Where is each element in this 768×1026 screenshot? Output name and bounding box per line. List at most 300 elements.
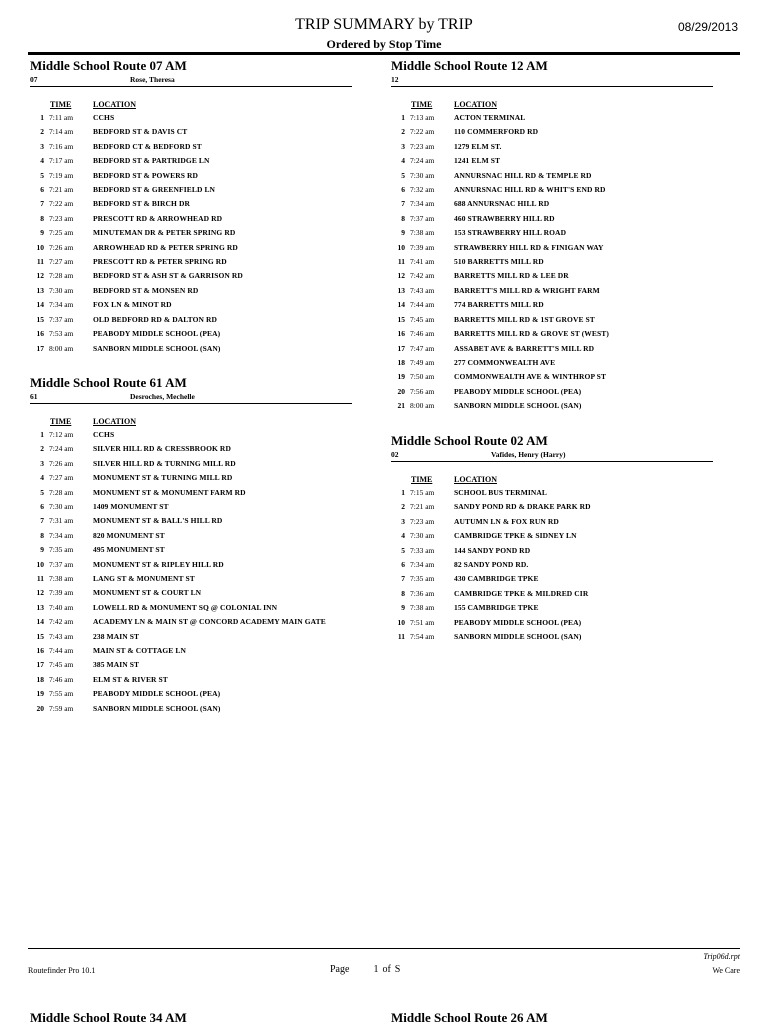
stop-time: 7:42 am [410, 271, 435, 281]
stop-time: 7:39 am [410, 242, 435, 252]
next-route-title-left: Middle School Route 34 AM [30, 1010, 187, 1025]
stop-location: 460 STRAWBERRY HILL RD [454, 213, 555, 223]
stop-row [30, 687, 352, 701]
stop-time: 7:23 am [410, 141, 435, 151]
report-file-name: Trip06d.rpt [703, 952, 740, 961]
stop-location: 144 SANDY POND RD [454, 545, 531, 555]
stop-row [391, 544, 713, 558]
stop-row [391, 630, 713, 644]
stop-location: 153 STRAWBERRY HILL ROAD [454, 228, 567, 238]
stop-row [391, 154, 713, 168]
stop-number: 12 [36, 588, 44, 598]
location-column-header: LOCATION [93, 417, 136, 426]
time-column-header: TIME [50, 100, 72, 109]
stop-number: 20 [397, 386, 405, 396]
stop-time: 7:54 am [410, 632, 435, 642]
stop-number: 15 [36, 631, 44, 641]
stop-number: 6 [401, 560, 405, 570]
stop-number: 12 [397, 271, 405, 281]
stop-time: 7:37 am [49, 559, 74, 569]
stop-number: 7 [401, 199, 405, 209]
stop-number: 13 [36, 285, 44, 295]
route-number: 07 [30, 75, 38, 84]
stop-time: 7:35 am [49, 545, 74, 555]
stop-location: BEDFORD ST & DAVIS CT [93, 127, 188, 137]
route-meta [391, 74, 713, 87]
stop-number: 14 [36, 300, 44, 310]
stop-location: FOX LN & MINOT RD [93, 300, 172, 310]
stop-row [30, 212, 352, 226]
stop-number: 4 [401, 531, 405, 541]
page-indicator [330, 964, 404, 975]
stop-location: MONUMENT ST & COURT LN [93, 588, 202, 598]
stop-row [30, 327, 352, 341]
route-title: Middle School Route 02 AM [391, 433, 548, 448]
route-title: Middle School Route 61 AM [30, 375, 187, 390]
stop-number: 12 [36, 271, 44, 281]
stop-location: ANNURSNAC HILL RD & WHIT'S END RD [454, 185, 606, 195]
stop-row [391, 500, 713, 514]
stop-number: 1 [40, 113, 44, 122]
stop-location: CAMBRIDGE TPKE & SIDNEY LN [454, 531, 577, 541]
driver-name: Rose, Theresa [130, 75, 175, 84]
stop-row [391, 197, 713, 211]
page-number: 1 [373, 964, 379, 975]
stop-location: SANDY POND RD & DRAKE PARK RD [454, 502, 591, 512]
report-title: TRIP SUMMARY by TRIP [295, 16, 473, 33]
stop-time: 7:49 am [410, 357, 435, 367]
stop-location: SILVER HILL RD & TURNING MILL RD [93, 458, 236, 468]
stop-time: 7:56 am [410, 386, 435, 396]
stop-time: 7:32 am [410, 185, 435, 195]
stop-row [391, 241, 713, 255]
stop-row [30, 154, 352, 168]
stop-location: MONUMENT ST & BALL'S HILL RD [93, 516, 223, 526]
stop-location: PEABODY MIDDLE SCHOOL (PEA) [93, 329, 221, 339]
stop-location: CCHS [93, 113, 115, 122]
stop-row [391, 342, 713, 356]
stop-location: MONUMENT ST & MONUMENT FARM RD [93, 487, 246, 497]
stop-number: 15 [397, 314, 405, 324]
stop-number: 2 [40, 127, 44, 137]
stop-time: 7:24 am [410, 156, 435, 166]
stop-time: 7:33 am [410, 545, 435, 555]
stop-time: 7:13 am [410, 113, 435, 122]
stop-location: 430 CAMBRIDGE TPKE [454, 574, 539, 584]
stop-number: 5 [401, 545, 405, 555]
stop-time: 7:35 am [410, 574, 435, 584]
stop-number: 7 [401, 574, 405, 584]
stop-location: ACADEMY LN & MAIN ST @ CONCORD ACADEMY MAIN GATE [93, 617, 326, 627]
stop-time: 7:25 am [49, 228, 74, 238]
stop-location: BARRETT'S MILL RD & WRIGHT FARM [454, 285, 600, 295]
stop-number: 17 [397, 343, 405, 353]
stop-time: 7:45 am [410, 314, 435, 324]
stop-time: 7:30 am [410, 170, 435, 180]
stop-location: 1241 ELM ST [454, 156, 501, 166]
stop-location: PEABODY MIDDLE SCHOOL (PEA) [93, 689, 221, 699]
stop-number: 21 [397, 401, 405, 411]
stop-number: 6 [40, 185, 44, 195]
stop-row [30, 269, 352, 283]
stop-number: 2 [401, 502, 405, 512]
stop-location: BEDFORD ST & PARTRIDGE LN [93, 156, 210, 166]
stop-row [391, 183, 713, 197]
stop-time: 7:50 am [410, 372, 435, 382]
stop-row [391, 558, 713, 572]
stop-time: 7:37 am [410, 213, 435, 223]
stop-number: 2 [401, 127, 405, 137]
stop-number: 14 [36, 617, 44, 627]
stop-row [30, 543, 352, 557]
stop-time: 7:30 am [49, 502, 74, 512]
stop-location: BEDFORD ST & MONSEN RD [93, 285, 199, 295]
stop-row [30, 428, 352, 442]
stop-time: 7:26 am [49, 242, 74, 252]
stop-row [30, 471, 352, 485]
stop-number: 3 [401, 516, 405, 526]
stop-location: BARRETTS MILL RD & LEE DR [454, 271, 569, 281]
stop-row [391, 572, 713, 586]
stop-number: 13 [36, 602, 44, 612]
stop-location: 820 MONUMENT ST [93, 530, 165, 540]
stop-location: ACTON TERMINAL [454, 113, 526, 122]
stop-location: ASSABET AVE & BARRETT'S MILL RD [454, 343, 595, 353]
route-meta [30, 391, 352, 404]
route-block [391, 433, 713, 644]
stop-number: 4 [40, 156, 44, 166]
stop-location: 688 ANNURSNAC HILL RD [454, 199, 550, 209]
stop-location: BARRETTS MILL RD & 1ST GROVE ST [454, 314, 595, 324]
stop-location: 155 CAMBRIDGE TPKE [454, 603, 539, 613]
stop-row [30, 644, 352, 658]
stop-location: 1279 ELM ST. [454, 141, 502, 151]
stop-row [30, 529, 352, 543]
stop-row [30, 298, 352, 312]
stop-time: 7:16 am [49, 141, 74, 151]
stop-location: BEDFORD ST & ASH ST & GARRISON RD [93, 271, 243, 281]
stop-location: SANBORN MIDDLE SCHOOL (SAN) [93, 703, 221, 713]
stop-number: 18 [36, 674, 44, 684]
stop-row [391, 399, 713, 413]
driver-name: Vafides, Henry (Harry) [491, 450, 566, 459]
stop-row [30, 111, 352, 125]
stop-number: 8 [40, 530, 44, 540]
stop-location: ANNURSNAC HILL RD & TEMPLE RD [454, 170, 592, 180]
stop-row [30, 615, 352, 629]
stop-time: 7:22 am [49, 199, 74, 209]
stop-row [391, 284, 713, 298]
stop-number: 3 [40, 458, 44, 468]
next-route-title-right: Middle School Route 26 AM [391, 1010, 548, 1025]
stop-number: 14 [397, 300, 405, 310]
route-title: Middle School Route 12 AM [391, 58, 548, 73]
stop-time: 7:34 am [410, 199, 435, 209]
stop-time: 8:00 am [49, 343, 74, 353]
stop-time: 7:28 am [49, 487, 74, 497]
stop-time: 7:44 am [49, 646, 74, 656]
stop-time: 7:43 am [49, 631, 74, 641]
stop-row [391, 486, 713, 500]
stop-number: 9 [401, 228, 405, 238]
driver-name: Desroches, Mechelle [130, 392, 195, 401]
stop-row [391, 616, 713, 630]
stop-number: 9 [401, 603, 405, 613]
stop-row [30, 125, 352, 139]
time-column-header: TIME [50, 417, 72, 426]
stop-row [391, 370, 713, 384]
stop-number: 10 [36, 559, 44, 569]
stop-row [30, 500, 352, 514]
stop-time: 7:15 am [410, 488, 435, 497]
column-headers [391, 474, 713, 486]
stop-time: 7:46 am [410, 329, 435, 339]
stop-time: 8:00 am [410, 401, 435, 411]
stop-location: LOWELL RD & MONUMENT SQ @ COLONIAL INN [93, 602, 278, 612]
route-block [391, 58, 713, 414]
stop-time: 7:38 am [49, 574, 74, 584]
stop-time: 7:23 am [49, 213, 74, 223]
stop-location: PRESCOTT RD & PETER SPRING RD [93, 257, 227, 267]
stop-location: 277 COMMONWEALTH AVE [454, 357, 556, 367]
stop-number: 1 [40, 430, 44, 439]
stop-location: MINUTEMAN DR & PETER SPRING RD [93, 228, 236, 238]
stop-number: 15 [36, 314, 44, 324]
stop-location: LANG ST & MONUMENT ST [93, 574, 195, 584]
stop-row [391, 529, 713, 543]
stop-location: ARROWHEAD RD & PETER SPRING RD [93, 242, 238, 252]
stop-number: 11 [36, 574, 44, 584]
stop-row [30, 241, 352, 255]
stop-number: 11 [397, 632, 405, 642]
stop-time: 7:44 am [410, 300, 435, 310]
stop-time: 7:27 am [49, 473, 74, 483]
stop-location: PRESCOTT RD & ARROWHEAD RD [93, 213, 223, 223]
stop-row [30, 197, 352, 211]
stop-number: 11 [397, 257, 405, 267]
stop-number: 7 [40, 516, 44, 526]
stop-number: 4 [40, 473, 44, 483]
stop-number: 7 [40, 199, 44, 209]
page-of-label: of [382, 964, 391, 975]
stop-number: 17 [36, 660, 44, 670]
stop-location: STRAWBERRY HILL RD & FINIGAN WAY [454, 242, 604, 252]
stop-row [30, 486, 352, 500]
stop-location: BEDFORD ST & BIRCH DR [93, 199, 190, 209]
stop-time: 7:12 am [49, 430, 74, 439]
stop-time: 7:19 am [49, 170, 74, 180]
stop-number: 5 [40, 487, 44, 497]
stop-location: SCHOOL BUS TERMINAL [454, 488, 548, 497]
stop-time: 7:34 am [410, 560, 435, 570]
stop-row [391, 255, 713, 269]
stop-row [30, 630, 352, 644]
stop-row [391, 298, 713, 312]
stop-location: SILVER HILL RD & CRESSBROOK RD [93, 444, 231, 454]
stop-time: 7:36 am [410, 588, 435, 598]
stop-number: 9 [40, 545, 44, 555]
stop-location: BARRETTS MILL RD & GROVE ST (WEST) [454, 329, 609, 339]
route-block [30, 58, 352, 356]
report-subtitle: Ordered by Stop Time [326, 37, 442, 51]
stop-row [30, 169, 352, 183]
stop-time: 7:21 am [49, 185, 74, 195]
stop-row [30, 226, 352, 240]
stop-time: 7:21 am [410, 502, 435, 512]
stop-row [30, 572, 352, 586]
stop-time: 7:22 am [410, 127, 435, 137]
stop-time: 7:31 am [49, 516, 74, 526]
column-headers [391, 99, 713, 111]
page-total: S [394, 964, 401, 975]
stop-time: 7:51 am [410, 617, 435, 627]
stop-time: 7:37 am [49, 314, 74, 324]
stop-number: 8 [401, 213, 405, 223]
stop-time: 7:53 am [49, 329, 74, 339]
stop-location: ELM ST & RIVER ST [93, 674, 168, 684]
stop-number: 20 [36, 703, 44, 713]
stop-time: 7:55 am [49, 689, 74, 699]
stop-location: 774 BARRETTS MILL RD [454, 300, 544, 310]
time-column-header: TIME [411, 100, 433, 109]
stop-time: 7:43 am [410, 285, 435, 295]
stop-number: 13 [397, 285, 405, 295]
stop-location: BEDFORD ST & POWERS RD [93, 170, 198, 180]
stop-row [30, 586, 352, 600]
stop-row [30, 313, 352, 327]
stop-time: 7:34 am [49, 300, 74, 310]
stop-number: 1 [401, 488, 405, 497]
stop-number: 6 [40, 502, 44, 512]
stop-row [391, 125, 713, 139]
column-headers [30, 416, 352, 428]
stop-location: 495 MONUMENT ST [93, 545, 165, 555]
stop-number: 8 [401, 588, 405, 598]
stop-location: 110 COMMERFORD RD [454, 127, 539, 137]
stop-location: MONUMENT ST & RIPLEY HILL RD [93, 559, 224, 569]
stop-row [391, 587, 713, 601]
stop-location: 82 SANDY POND RD. [454, 560, 529, 570]
stop-time: 7:47 am [410, 343, 435, 353]
location-column-header: LOCATION [454, 475, 497, 484]
stop-row [30, 658, 352, 672]
report-date: 08/29/2013 [677, 20, 738, 34]
stop-location: SANBORN MIDDLE SCHOOL (SAN) [93, 343, 221, 353]
stop-number: 9 [40, 228, 44, 238]
stop-location: CCHS [93, 430, 115, 439]
stop-number: 16 [36, 329, 44, 339]
stop-number: 8 [40, 213, 44, 223]
stop-number: 2 [40, 444, 44, 454]
stop-row [30, 457, 352, 471]
stop-time: 7:17 am [49, 156, 74, 166]
stop-number: 3 [401, 141, 405, 151]
stop-time: 7:45 am [49, 660, 74, 670]
stop-number: 11 [36, 257, 44, 267]
stop-time: 7:38 am [410, 603, 435, 613]
stop-row [30, 442, 352, 456]
stop-row [391, 515, 713, 529]
route-meta [30, 74, 352, 87]
stop-location: MONUMENT ST & TURNING MILL RD [93, 473, 233, 483]
stop-time: 7:27 am [49, 257, 74, 267]
stop-row [391, 313, 713, 327]
stop-number: 4 [401, 156, 405, 166]
stop-number: 6 [401, 185, 405, 195]
stop-number: 1 [401, 113, 405, 122]
stop-time: 7:38 am [410, 228, 435, 238]
stop-location: MAIN ST & COTTAGE LN [93, 646, 186, 656]
stop-location: SANBORN MIDDLE SCHOOL (SAN) [454, 632, 582, 642]
stop-time: 7:30 am [49, 285, 74, 295]
route-title: Middle School Route 07 AM [30, 58, 187, 73]
stop-location: OLD BEDFORD RD & DALTON RD [93, 314, 218, 324]
stop-location: BEDFORD CT & BEDFORD ST [93, 141, 202, 151]
stop-location: AUTUMN LN & FOX RUN RD [454, 516, 559, 526]
stop-time: 7:11 am [49, 113, 74, 122]
stop-time: 7:41 am [410, 257, 435, 267]
stop-time: 7:59 am [49, 703, 74, 713]
stop-number: 5 [401, 170, 405, 180]
stop-location: PEABODY MIDDLE SCHOOL (PEA) [454, 617, 582, 627]
stop-number: 18 [397, 357, 405, 367]
stop-time: 7:26 am [49, 458, 74, 468]
stop-row [391, 356, 713, 370]
app-name: Routefinder Pro 10.1 [28, 966, 96, 975]
stop-row [391, 169, 713, 183]
stop-number: 3 [40, 141, 44, 151]
stop-time: 7:24 am [49, 444, 74, 454]
stop-row [391, 212, 713, 226]
stop-location: 510 BARRETTS MILL RD [454, 257, 544, 267]
stop-number: 17 [36, 343, 44, 353]
column-headers [30, 99, 352, 111]
stop-row [30, 702, 352, 716]
route-meta [391, 449, 713, 462]
stop-time: 7:28 am [49, 271, 74, 281]
stop-location: BEDFORD ST & GREENFIELD LN [93, 185, 216, 195]
time-column-header: TIME [411, 475, 433, 484]
stop-time: 7:39 am [49, 588, 74, 598]
header-divider [28, 52, 740, 55]
stop-row [391, 111, 713, 125]
location-column-header: LOCATION [93, 100, 136, 109]
stop-location: 385 MAIN ST [93, 660, 140, 670]
route-number: 12 [391, 75, 399, 84]
stop-time: 7:40 am [49, 602, 74, 612]
stop-row [30, 140, 352, 154]
stop-row [391, 269, 713, 283]
stop-row [30, 255, 352, 269]
stop-row [30, 183, 352, 197]
stop-time: 7:14 am [49, 127, 74, 137]
stop-number: 19 [36, 689, 44, 699]
stop-row [30, 342, 352, 356]
stop-location: COMMONWEALTH AVE & WINTHROP ST [454, 372, 607, 382]
route-number: 02 [391, 450, 399, 459]
route-number: 61 [30, 392, 38, 401]
stop-row [30, 514, 352, 528]
page-label: Page [330, 964, 350, 975]
stop-number: 16 [397, 329, 405, 339]
stop-row [391, 601, 713, 615]
footer-divider [28, 948, 740, 949]
org-name: We Care [712, 966, 740, 975]
stop-number: 16 [36, 646, 44, 656]
stop-row [391, 385, 713, 399]
stop-number: 5 [40, 170, 44, 180]
stop-time: 7:30 am [410, 531, 435, 541]
